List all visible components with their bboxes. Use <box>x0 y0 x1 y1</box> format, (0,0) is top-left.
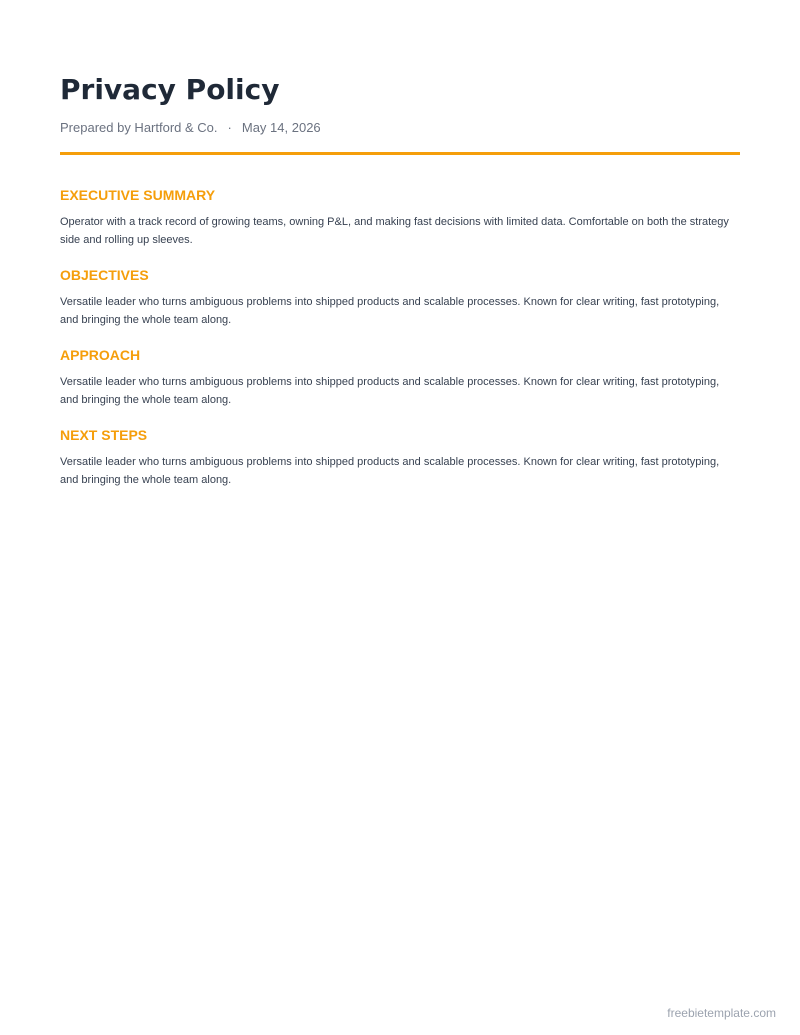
section-heading: OBJECTIVES <box>60 267 149 283</box>
footer-watermark: freebietemplate.com <box>667 1006 776 1020</box>
section-heading: NEXT STEPS <box>60 427 148 443</box>
section-heading: APPROACH <box>60 347 141 363</box>
section-body: Versatile leader who turns ambiguous problems into shipped products and scalable processes. Known for clear writing, fast prototyping, and bringing the whole team along. <box>60 456 720 486</box>
document-meta <box>60 119 321 136</box>
section-body: Operator with a track record of growing teams, owning P&L, and making fast decisions with limited data. Comfortable on both the strategy side and rolling up sleeves. <box>60 216 729 246</box>
header-divider <box>60 152 740 155</box>
section-objectives <box>60 266 740 346</box>
sections-container <box>60 186 740 506</box>
section-next-steps <box>60 426 740 506</box>
document-date: May 14, 2026 <box>241 120 321 135</box>
section-executive-summary <box>60 186 740 266</box>
section-body: Versatile leader who turns ambiguous problems into shipped products and scalable processes. Known for clear writing, fast prototyping, and bringing the whole team along. <box>60 376 720 406</box>
section-approach <box>60 346 740 426</box>
prepared-by: Prepared by Hartford & Co. <box>60 120 218 135</box>
section-body: Versatile leader who turns ambiguous problems into shipped products and scalable processes. Known for clear writing, fast prototyping, and bringing the whole team along. <box>60 296 720 326</box>
meta-separator: · <box>227 120 232 135</box>
page-title: Privacy Policy <box>60 73 280 106</box>
section-heading: EXECUTIVE SUMMARY <box>60 187 216 203</box>
